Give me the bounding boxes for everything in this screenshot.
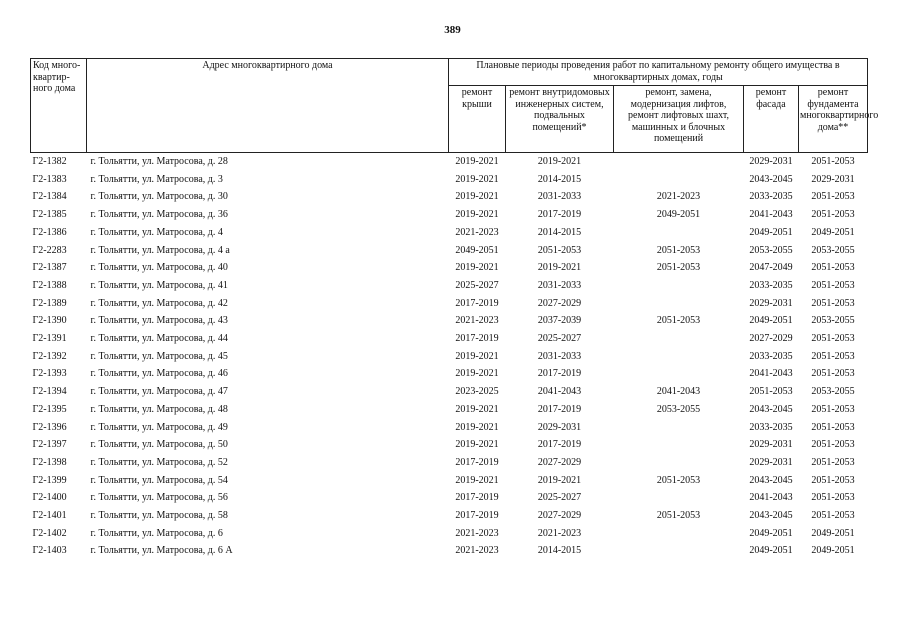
cell-lifts (614, 436, 744, 454)
cell-code: Г2-1388 (32, 279, 67, 291)
cell-address: г. Тольятти, ул. Матросова, д. 46 (90, 368, 228, 380)
cell-address: г. Тольятти, ул. Матросова, д. 45 (90, 350, 228, 362)
cell-systems: 2017-2019 (537, 439, 582, 451)
cell-facade: 2027-2029 (749, 333, 793, 345)
header-address: Адрес многоквартирного дома (87, 59, 449, 153)
cell-address: г. Тольятти, ул. Матросова, д. 42 (90, 297, 228, 309)
cell-address: г. Тольятти, ул. Матросова, д. 52 (90, 456, 228, 468)
cell-lifts: 2021-2023 (656, 191, 701, 203)
cell-code: Г2-1390 (32, 315, 67, 327)
cell-roof: 2023-2025 (455, 386, 499, 398)
table-row (31, 153, 868, 171)
cell-systems: 2014-2015 (537, 173, 582, 185)
cell-lifts (614, 542, 744, 560)
cell-roof: 2019-2021 (455, 421, 499, 433)
cell-code: Г2-1391 (32, 333, 67, 345)
cell-systems: 2019-2021 (537, 474, 582, 486)
cell-foundation: 2051-2053 (811, 350, 855, 362)
cell-address: г. Тольятти, ул. Матросова, д. 36 (90, 209, 228, 221)
cell-code: Г2-1400 (32, 492, 67, 504)
cell-roof: 2021-2023 (455, 226, 499, 238)
cell-lifts: 2041-2043 (656, 386, 701, 398)
cell-systems: 2031-2033 (537, 191, 582, 203)
cell-roof: 2021-2023 (455, 315, 499, 327)
cell-facade: 2051-2053 (749, 386, 793, 398)
cell-address: г. Тольятти, ул. Матросова, д. 4 а (90, 244, 230, 256)
cell-address: г. Тольятти, ул. Матросова, д. 3 (90, 173, 223, 185)
cell-code: Г2-1396 (32, 421, 67, 433)
header-facade: ремонт фасада (744, 86, 799, 153)
table-row (31, 401, 868, 419)
cell-lifts (614, 171, 744, 189)
cell-roof: 2017-2019 (455, 510, 499, 522)
cell-facade: 2049-2051 (749, 315, 793, 327)
cell-roof: 2019-2021 (455, 368, 499, 380)
cell-foundation: 2051-2053 (811, 156, 855, 167)
table-row (31, 419, 868, 437)
cell-lifts (614, 295, 744, 313)
cell-address: г. Тольятти, ул. Матросова, д. 4 (90, 226, 223, 238)
cell-systems: 2031-2033 (537, 279, 582, 291)
cell-address: г. Тольятти, ул. Матросова, д. 54 (90, 474, 228, 486)
table-row (31, 188, 868, 206)
cell-facade: 2033-2035 (749, 421, 793, 433)
cell-roof: 2019-2021 (455, 350, 499, 362)
cell-roof: 2021-2023 (455, 527, 499, 539)
cell-code: Г2-1387 (32, 262, 67, 274)
cell-foundation: 2051-2053 (811, 439, 855, 451)
cell-roof: 2017-2019 (455, 333, 499, 345)
cell-address: г. Тольятти, ул. Матросова, д. 48 (90, 403, 228, 415)
cell-code: Г2-1386 (32, 226, 67, 238)
cell-facade: 2043-2045 (749, 403, 793, 415)
cell-foundation: 2051-2053 (811, 403, 855, 415)
cell-facade: 2049-2051 (749, 527, 793, 539)
table-row (31, 242, 868, 260)
cell-roof: 2019-2021 (455, 173, 499, 185)
cell-code: Г2-1395 (32, 403, 67, 415)
header-roof: ремонт крыши (449, 86, 506, 153)
cell-lifts (614, 348, 744, 366)
cell-code: Г2-1382 (32, 156, 67, 167)
table-row (31, 295, 868, 313)
cell-foundation: 2051-2053 (811, 456, 855, 468)
table-row (31, 259, 868, 277)
cell-roof: 2019-2021 (455, 191, 499, 203)
cell-foundation: 2049-2051 (811, 545, 855, 557)
header-foundation: ремонт фундамента многоквартирного дома** (799, 86, 868, 153)
cell-foundation: 2029-2031 (811, 173, 855, 185)
cell-address: г. Тольятти, ул. Матросова, д. 40 (90, 262, 228, 274)
cell-systems: 2031-2033 (537, 350, 582, 362)
header-code: Код много-квартир-ного дома (31, 59, 87, 153)
table-row (31, 348, 868, 366)
cell-roof: 2017-2019 (455, 456, 499, 468)
cell-facade: 2043-2045 (749, 173, 793, 185)
cell-code: Г2-1393 (32, 368, 67, 380)
cell-systems: 2025-2027 (537, 492, 582, 504)
cell-address: г. Тольятти, ул. Матросова, д. 41 (90, 279, 228, 291)
cell-roof: 2019-2021 (455, 439, 499, 451)
cell-roof: 2019-2021 (455, 209, 499, 221)
cell-foundation: 2051-2053 (811, 297, 855, 309)
cell-foundation: 2051-2053 (811, 510, 855, 522)
cell-systems: 2027-2029 (537, 510, 582, 522)
cell-code: Г2-1383 (32, 173, 67, 185)
cell-facade: 2049-2051 (749, 226, 793, 238)
cell-systems: 2021-2023 (537, 527, 582, 539)
cell-lifts: 2051-2053 (656, 510, 701, 522)
cell-lifts (614, 525, 744, 543)
cell-facade: 2047-2049 (749, 262, 793, 274)
cell-facade: 2029-2031 (749, 297, 793, 309)
header-periods: Плановые периоды проведения работ по капитальному ремонту общего имущества в многоквартирных домах, годы (449, 59, 868, 86)
cell-roof: 2049-2051 (455, 244, 499, 256)
table-body (31, 153, 868, 561)
cell-facade: 2041-2043 (749, 492, 793, 504)
cell-roof: 2017-2019 (455, 492, 499, 504)
table-row (31, 171, 868, 189)
table-row (31, 525, 868, 543)
cell-facade: 2043-2045 (749, 474, 793, 486)
cell-facade: 2041-2043 (749, 368, 793, 380)
cell-foundation: 2051-2053 (811, 209, 855, 221)
cell-lifts (614, 277, 744, 295)
cell-foundation: 2049-2051 (811, 527, 855, 539)
cell-foundation: 2053-2055 (811, 244, 855, 256)
cell-code: Г2-1389 (32, 297, 67, 309)
table-row (31, 454, 868, 472)
cell-systems: 2037-2039 (537, 315, 582, 327)
cell-lifts: 2051-2053 (656, 262, 701, 274)
cell-address: г. Тольятти, ул. Матросова, д. 44 (90, 333, 228, 345)
cell-foundation: 2051-2053 (811, 421, 855, 433)
cell-facade: 2033-2035 (749, 279, 793, 291)
cell-facade: 2029-2031 (749, 156, 793, 167)
cell-roof: 2021-2023 (455, 545, 499, 557)
cell-code: Г2-1384 (32, 191, 67, 203)
cell-address: г. Тольятти, ул. Матросова, д. 49 (90, 421, 228, 433)
cell-foundation: 2051-2053 (811, 368, 855, 380)
cell-systems: 2017-2019 (537, 209, 582, 221)
cell-address: г. Тольятти, ул. Матросова, д. 43 (90, 315, 228, 327)
cell-systems: 2017-2019 (537, 368, 582, 380)
cell-foundation: 2051-2053 (811, 492, 855, 504)
cell-foundation: 2051-2053 (811, 333, 855, 345)
header-systems: ремонт внутридомовых инженерных систем, подвальных помещений* (506, 86, 614, 153)
cell-systems: 2027-2029 (537, 456, 582, 468)
cell-facade: 2041-2043 (749, 209, 793, 221)
cell-systems: 2019-2021 (537, 156, 582, 167)
cell-address: г. Тольятти, ул. Матросова, д. 6 А (90, 545, 233, 557)
cell-code: Г2-1402 (32, 527, 67, 539)
cell-lifts: 2049-2051 (656, 209, 701, 221)
cell-systems: 2041-2043 (537, 386, 582, 398)
cell-code: Г2-1401 (32, 510, 67, 522)
cell-lifts (614, 330, 744, 348)
table-row (31, 507, 868, 525)
cell-facade: 2049-2051 (749, 545, 793, 557)
cell-foundation: 2053-2055 (811, 386, 855, 398)
cell-facade: 2053-2055 (749, 244, 793, 256)
table-row (31, 312, 868, 330)
cell-roof: 2019-2021 (455, 156, 499, 167)
cell-lifts (614, 224, 744, 242)
cell-code: Г2-1392 (32, 350, 67, 362)
cell-code: Г2-1398 (32, 456, 67, 468)
cell-systems: 2014-2015 (537, 545, 582, 557)
cell-facade: 2033-2035 (749, 191, 793, 203)
cell-systems: 2027-2029 (537, 297, 582, 309)
table-row (31, 542, 868, 560)
table-row (31, 330, 868, 348)
cell-lifts (614, 365, 744, 383)
cell-lifts (614, 489, 744, 507)
table-row (31, 365, 868, 383)
cell-foundation: 2051-2053 (811, 474, 855, 486)
cell-address: г. Тольятти, ул. Матросова, д. 47 (90, 386, 228, 398)
cell-address: г. Тольятти, ул. Матросова, д. 56 (90, 492, 228, 504)
cell-code: Г2-1397 (32, 439, 67, 451)
table-row (31, 436, 868, 454)
cell-code: Г2-2283 (32, 244, 67, 256)
cell-lifts: 2053-2055 (656, 403, 701, 415)
cell-systems: 2051-2053 (537, 244, 582, 256)
repair-schedule-table (30, 58, 879, 560)
cell-code: Г2-1403 (32, 545, 67, 557)
cell-lifts (614, 419, 744, 437)
cell-lifts: 2051-2053 (656, 474, 701, 486)
cell-systems: 2029-2031 (537, 421, 582, 433)
cell-roof: 2019-2021 (455, 262, 499, 274)
cell-roof: 2019-2021 (455, 403, 499, 415)
cell-address: г. Тольятти, ул. Матросова, д. 58 (90, 510, 228, 522)
header-lifts: ремонт, замена, модернизация лифтов, ремонт лифтовых шахт, машинных и блочных помещений (614, 86, 744, 153)
cell-facade: 2029-2031 (749, 456, 793, 468)
cell-foundation: 2051-2053 (811, 262, 855, 274)
cell-lifts (614, 454, 744, 472)
cell-systems: 2019-2021 (537, 262, 582, 274)
cell-lifts: 2051-2053 (656, 244, 701, 256)
cell-roof: 2019-2021 (455, 474, 499, 486)
table-row (31, 206, 868, 224)
cell-foundation: 2051-2053 (811, 191, 855, 203)
table-row (31, 489, 868, 507)
cell-roof: 2017-2019 (455, 297, 499, 309)
cell-address: г. Тольятти, ул. Матросова, д. 50 (90, 439, 228, 451)
cell-systems: 2014-2015 (537, 226, 582, 238)
cell-facade: 2029-2031 (749, 439, 793, 451)
cell-facade: 2043-2045 (749, 510, 793, 522)
table-row (31, 277, 868, 295)
cell-lifts: 2051-2053 (656, 315, 701, 327)
table-row (31, 224, 868, 242)
cell-address: г. Тольятти, ул. Матросова, д. 6 (90, 527, 223, 539)
cell-systems: 2017-2019 (537, 403, 582, 415)
cell-lifts (614, 153, 744, 171)
cell-code: Г2-1394 (32, 386, 67, 398)
cell-address: г. Тольятти, ул. Матросова, д. 28 (90, 156, 228, 167)
cell-code: Г2-1399 (32, 474, 67, 486)
table-header (31, 59, 879, 153)
cell-code: Г2-1385 (32, 209, 67, 221)
cell-address: г. Тольятти, ул. Матросова, д. 30 (90, 191, 228, 203)
cell-systems: 2025-2027 (537, 333, 582, 345)
table-row (31, 472, 868, 490)
cell-facade: 2033-2035 (749, 350, 793, 362)
cell-roof: 2025-2027 (455, 279, 499, 291)
cell-foundation: 2051-2053 (811, 279, 855, 291)
table-row (31, 383, 868, 401)
cell-foundation: 2053-2055 (811, 315, 855, 327)
page-number: 389 (444, 24, 461, 36)
cell-foundation: 2049-2051 (811, 226, 855, 238)
